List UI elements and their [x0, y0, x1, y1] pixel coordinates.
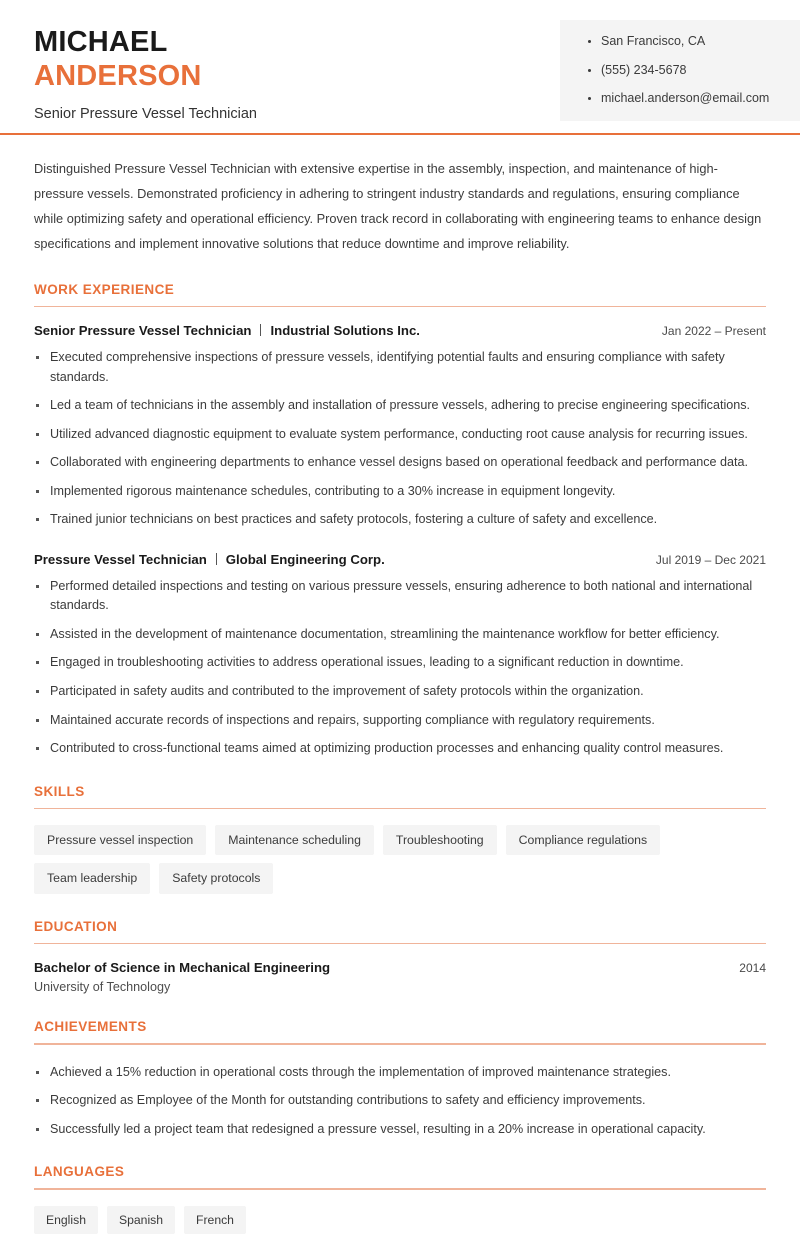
- section-title-education: EDUCATION: [34, 918, 118, 934]
- professional-summary: Distinguished Pressure Vessel Technician with extensive expertise in the assembly, inspection, and maintenance of high-pressure vessels. Demonstrated proficiency in adhering to stringent industry standards and regulations, ensuring compliance while optimizing safety and operational efficiency. Proven track record in collaborating with engineering teams to enhance design specifications and implement innovative solutions that reduce downtime and improve reliability.: [34, 161, 762, 251]
- skill-chip: Troubleshooting: [383, 825, 497, 855]
- bullet-item: Collaborated with engineering departments to enhance vessel designs based on operational feedback and performance data.: [34, 453, 766, 473]
- section-title-languages: LANGUAGES: [34, 1164, 125, 1180]
- bullet-item: Maintained accurate records of inspections and repairs, supporting compliance with regulatory requirements.: [34, 711, 766, 731]
- headline-job-title: Senior Pressure Vessel Technician: [34, 105, 257, 122]
- last-name: ANDERSON: [34, 59, 202, 92]
- section-achievements: [34, 1019, 766, 1139]
- section-divider: [34, 1043, 766, 1045]
- header-divider: [0, 133, 800, 135]
- bullet-item: Implemented rigorous maintenance schedules, contributing to a 30% increase in equipment longevity.: [34, 482, 766, 502]
- contact-item-email: michael.anderson@email.com: [588, 91, 800, 107]
- language-chip: French: [184, 1206, 246, 1234]
- section-education: [34, 919, 766, 995]
- bullet-item: Executed comprehensive inspections of pressure vessels, identifying potential faults and ensuring compliance with safety standards.: [34, 348, 766, 387]
- section-work-experience: [34, 282, 766, 759]
- first-name: MICHAEL: [34, 26, 168, 58]
- bullet-item: Successfully led a project team that redesigned a pressure vessel, resulting in a 20% increase in operational capacity.: [34, 1120, 766, 1140]
- section-divider: [34, 943, 766, 945]
- work-entry-date: Jul 2019 – Dec 2021: [655, 552, 766, 567]
- work-entry-heading: [34, 552, 385, 567]
- work-entry-header: [34, 323, 766, 338]
- section-title-work-experience: WORK EXPERIENCE: [34, 281, 175, 297]
- achievements-list: [34, 1063, 766, 1140]
- work-entry-header: [34, 552, 766, 567]
- work-entry: [34, 552, 766, 759]
- skill-chip: Pressure vessel inspection: [34, 825, 206, 855]
- bullet-item: Led a team of technicians in the assembly and installation of pressure vessels, adhering to precise engineering specifications.: [34, 396, 766, 416]
- pipe-separator-icon: [260, 324, 261, 336]
- bullet-item: Contributed to cross-functional teams aimed at optimizing production processes and enhancing quality control measures.: [34, 739, 766, 759]
- skill-chip: Team leadership: [34, 863, 150, 893]
- work-entry-role: Senior Pressure Vessel Technician: [34, 323, 252, 339]
- work-entry-company: Industrial Solutions Inc.: [270, 323, 420, 339]
- bullet-item: Engaged in troubleshooting activities to address operational issues, leading to a significant reduction in downtime.: [34, 653, 766, 673]
- section-languages: [34, 1164, 766, 1234]
- section-divider: [34, 306, 766, 308]
- resume-content: [0, 135, 800, 1234]
- section-title-achievements: ACHIEVEMENTS: [34, 1019, 147, 1035]
- education-school: University of Technology: [34, 980, 171, 995]
- languages-chip-list: [34, 1206, 766, 1234]
- education-entry: [34, 960, 766, 994]
- skill-chip: Maintenance scheduling: [215, 825, 374, 855]
- contact-item-phone: (555) 234-5678: [588, 63, 800, 79]
- bullet-item: Participated in safety audits and contributed to the improvement of safety protocols within the organization.: [34, 682, 766, 702]
- skill-chip: Compliance regulations: [506, 825, 661, 855]
- section-title-skills: SKILLS: [34, 783, 85, 799]
- contact-list: [588, 34, 800, 107]
- section-divider: [34, 808, 766, 810]
- education-degree: Bachelor of Science in Mechanical Engineering: [34, 960, 331, 976]
- work-entry-role: Pressure Vessel Technician: [34, 551, 207, 567]
- pipe-separator-icon: [216, 553, 217, 565]
- work-entry-company: Global Engineering Corp.: [225, 551, 385, 567]
- section-divider: [34, 1188, 766, 1190]
- skill-chip: Safety protocols: [159, 863, 273, 893]
- work-entry-bullets: [34, 348, 766, 530]
- bullet-item: Achieved a 15% reduction in operational costs through the implementation of improved maintenance strategies.: [34, 1063, 766, 1083]
- work-entry-heading: [34, 323, 420, 338]
- bullet-item: Utilized advanced diagnostic equipment to evaluate system performance, conducting root cause analysis for recurring issues.: [34, 425, 766, 445]
- education-year: 2014: [739, 961, 766, 976]
- resume-header: [0, 0, 800, 135]
- bullet-item: Assisted in the development of maintenance documentation, streamlining the maintenance workflow for better efficiency.: [34, 625, 766, 645]
- skills-chip-list: [34, 825, 766, 894]
- education-entry-header: [34, 960, 766, 975]
- contact-item-location: San Francisco, CA: [588, 34, 800, 50]
- bullet-item: Performed detailed inspections and testing on various pressure vessels, ensuring adherence to both national and international standards.: [34, 577, 766, 616]
- work-entry-date: Jan 2022 – Present: [661, 324, 766, 339]
- section-skills: [34, 784, 766, 894]
- work-entry-bullets: [34, 577, 766, 759]
- work-entry: [34, 323, 766, 530]
- bullet-item: Trained junior technicians on best practices and safety protocols, fostering a culture of safety and excellence.: [34, 510, 766, 530]
- language-chip: English: [34, 1206, 98, 1234]
- language-chip: Spanish: [107, 1206, 175, 1234]
- bullet-item: Recognized as Employee of the Month for outstanding contributions to safety and efficiency improvements.: [34, 1091, 766, 1111]
- contact-info-box: [560, 20, 800, 121]
